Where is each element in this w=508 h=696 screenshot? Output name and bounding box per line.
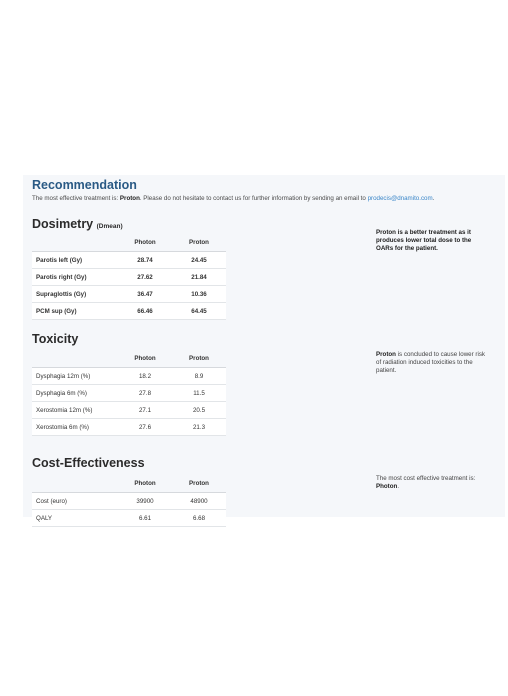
toxicity-table [32,350,226,436]
table-row [32,419,226,436]
dosimetry-title [32,217,123,231]
column-header-proton: Proton [172,350,226,368]
column-header-label [32,475,118,493]
photon-value: 27.6 [118,419,172,436]
table-row [32,303,226,320]
table-row [32,402,226,419]
proton-value: 20.5 [172,402,226,419]
row-label: Parotis right (Gy) [32,269,118,286]
proton-value: 24.45 [172,252,226,269]
row-label: PCM sup (Gy) [32,303,118,320]
photon-value: 39900 [118,493,172,510]
table-row [32,510,226,527]
cost-note-text: The most cost effective treatment is: [376,475,476,482]
proton-value: 11.5 [172,385,226,402]
column-header-proton: Proton [172,234,226,252]
proton-value: 48900 [172,493,226,510]
row-label: Xerostomia 6m (%) [32,419,118,436]
dosimetry-table [32,234,226,320]
column-header-photon: Photon [118,475,172,493]
cost-note-treatment: Photon [376,483,398,491]
column-header-label [32,234,118,252]
recommended-treatment: Proton [119,195,140,202]
table-row [32,493,226,510]
row-label: QALY [32,510,118,527]
column-header-photon: Photon [118,350,172,368]
row-label: Xerostomia 12m (%) [32,402,118,419]
recommendation-text [32,195,434,202]
photon-value: 18.2 [118,368,172,385]
toxicity-note [376,351,486,375]
table-row [32,385,226,402]
cost-note-suffix: . [397,483,400,491]
table-row [32,269,226,286]
table-row [32,252,226,269]
proton-value: 8.9 [172,368,226,385]
recommendation-text-suffix: . [432,195,435,202]
table-row [32,286,226,303]
cost-effectiveness-title: Cost-Effectiveness [32,456,145,470]
contact-email-link[interactable]: prodecis@dnamito.com [367,195,433,202]
table-row [32,368,226,385]
dosimetry-title-text: Dosimetry [32,217,94,231]
row-label: Parotis left (Gy) [32,252,118,269]
report-panel [23,175,505,522]
proton-value: 21.3 [172,419,226,436]
dosimetry-note: Proton is a better treatment as it produces lower total dose to the OARs for the patient. [376,229,472,253]
dosimetry-subtitle: (Dmean) [96,223,123,230]
proton-value: 21.84 [172,269,226,286]
recommendation-title: Recommendation [32,178,137,192]
table-header-row [32,475,226,493]
cost-effectiveness-table [32,475,226,527]
column-header-proton: Proton [172,475,226,493]
photon-value: 27.62 [118,269,172,286]
photon-value: 66.46 [118,303,172,320]
photon-value: 6.61 [118,510,172,527]
column-header-label [32,350,118,368]
row-label: Cost (euro) [32,493,118,510]
photon-value: 27.1 [118,402,172,419]
cost-effectiveness-note [376,475,486,491]
recommendation-text-prefix: The most effective treatment is: [32,195,120,202]
proton-value: 10.36 [172,286,226,303]
row-label: Dysphagia 6m (%) [32,385,118,402]
proton-value: 6.68 [172,510,226,527]
photon-value: 36.47 [118,286,172,303]
row-label: Dysphagia 12m (%) [32,368,118,385]
recommendation-text-middle: . Please do not hesitate to contact us for further information by sending an email to [139,195,368,202]
table-header-row [32,234,226,252]
photon-value: 27.8 [118,385,172,402]
proton-value: 64.45 [172,303,226,320]
toxicity-note-treatment: Proton [376,351,396,358]
column-header-photon: Photon [118,234,172,252]
photon-value: 28.74 [118,252,172,269]
toxicity-title: Toxicity [32,332,79,346]
toxicity-note-text: is concluded to cause lower risk of radiation induced toxicities to the patient. [376,351,486,375]
row-label: Supraglottis (Gy) [32,286,118,303]
table-header-row [32,350,226,368]
